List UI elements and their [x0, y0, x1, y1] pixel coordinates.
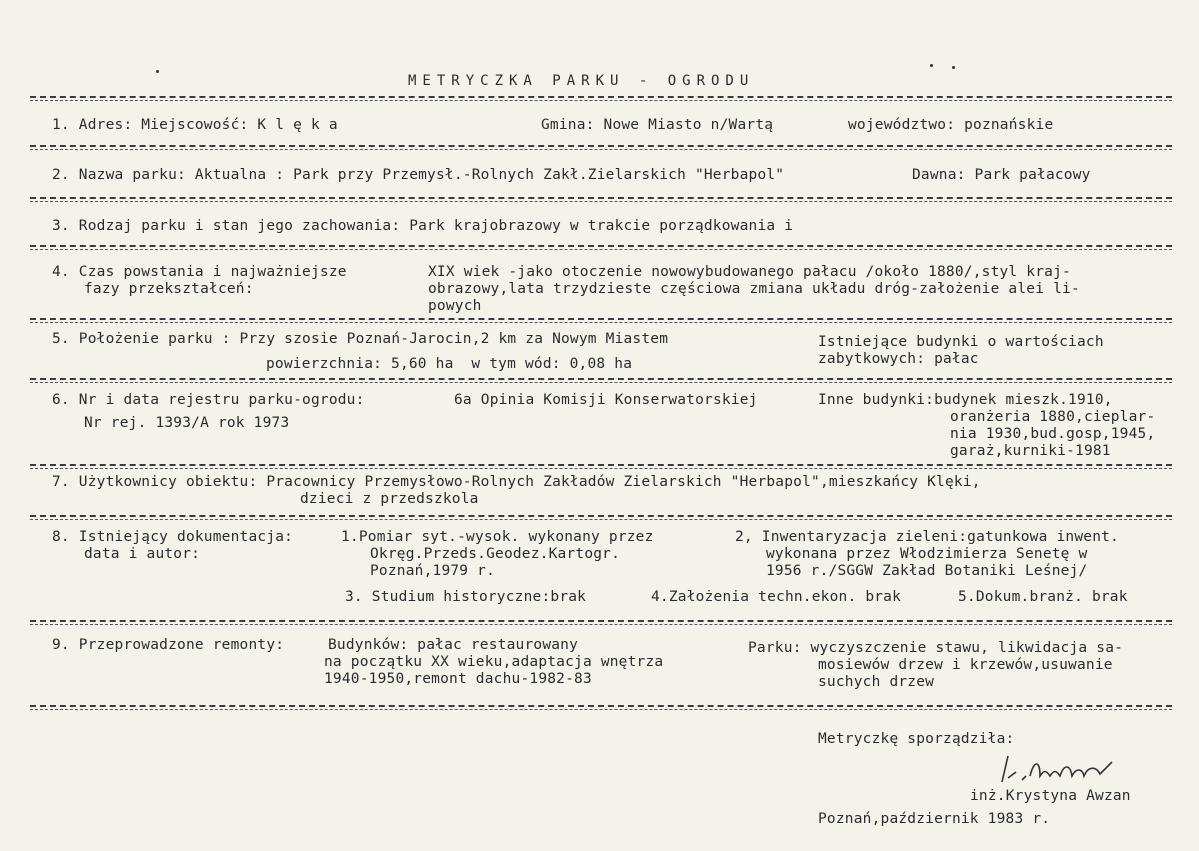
ink-speck [952, 66, 955, 69]
park-name: 2. Nazwa parku: Aktualna : Park przy Przemysł.-Rolnych Zakł.Zielarskich "Herbapol" [52, 167, 785, 183]
other-buildings-2: oranżeria 1880,cieplar- [950, 409, 1156, 425]
divider [30, 318, 1172, 323]
doc-2b: wykonana przez Włodzimierza Senetę w [766, 546, 1088, 562]
doc-2a: 2, Inwentaryzacja zieleni:gatunkowa inwent. [735, 529, 1119, 545]
historic-buildings-1: Istniejące budynki o wartościach [818, 334, 1104, 350]
ink-speck [930, 64, 933, 67]
page-title: METRYCZKA PARKU - OGRODU [408, 73, 755, 89]
address-label: 1. Adres: Miejscowość: K l ę k a [52, 117, 338, 133]
history-label-2: fazy przekształceń: [84, 281, 254, 297]
doc-1a: 1.Pomiar syt.-wysok. wykonany przez [341, 529, 654, 545]
area: powierzchnia: 5,60 ha w tym wód: 0,08 ha [266, 356, 633, 372]
history-label-1: 4. Czas powstania i najważniejsze [52, 264, 347, 280]
commission-opinion: 6a Opinia Komisji Konserwatorskiej [454, 392, 758, 408]
divider [30, 378, 1172, 383]
park-type: 3. Rodzaj parku i stan jego zachowania: Park krajobrazowy w trakcie porządkowania i [52, 218, 794, 234]
park-name-former: Dawna: Park pałacowy [912, 167, 1091, 183]
doc-4: 4.Założenia techn.ekon. brak [651, 589, 902, 605]
historic-buildings-2: zabytkowych: pałac [818, 351, 979, 367]
doc-1c: Poznań,1979 r. [370, 563, 496, 579]
doc-5: 5.Dokum.branż. brak [958, 589, 1128, 605]
divider [30, 515, 1172, 520]
repairs-park-1: Parku: wyczyszczenie stawu, likwidacja sa- [748, 640, 1124, 656]
location: 5. Położenie parku : Przy szosie Poznań-Jarocin,2 km za Nowym Miastem [52, 331, 669, 347]
registry-number: Nr rej. 1393/A rok 1973 [84, 415, 290, 431]
history-value-2: obrazowy,lata trzydzieste częściowa zmiana układu dróg-założenie alei li- [428, 281, 1080, 297]
signature [1000, 752, 1130, 788]
divider [30, 96, 1172, 101]
documentation-label-1: 8. Istniejący dokumentacja: [52, 529, 294, 545]
gmina: Gmina: Nowe Miasto n/Wartą [541, 117, 774, 133]
registry-label: 6. Nr i data rejestru parku-ogrodu: [52, 392, 365, 408]
repairs-buildings-2: na początku XX wieku,adaptacja wnętrza [324, 654, 664, 670]
history-value-3: powych [428, 298, 482, 314]
other-buildings-4: garaż,kurniki-1981 [950, 443, 1111, 459]
prepared-by-label: Metryczkę sporządziła: [818, 731, 1015, 747]
divider [30, 245, 1172, 250]
users-1: 7. Użytkownicy obiektu: Pracownicy Przemysłowo-Rolnych Zakładów Zielarskich "Herbapol",mieszkańcy Klęki, [52, 474, 981, 490]
divider [30, 464, 1172, 469]
repairs-park-2: mosiewów drzew i krzewów,usuwanie [818, 657, 1113, 673]
repairs-park-3: suchych drzew [818, 674, 935, 690]
divider [30, 620, 1172, 625]
divider [30, 705, 1172, 710]
repairs-buildings-3: 1940-1950,remont dachu-1982-83 [324, 671, 592, 687]
ink-speck [156, 70, 159, 73]
divider [30, 145, 1172, 150]
doc-2c: 1956 r./SGGW Zakład Botaniki Leśnej/ [766, 563, 1088, 579]
doc-1b: Okręg.Przeds.Geodez.Kartogr. [370, 546, 621, 562]
wojewodztwo: województwo: poznańskie [848, 117, 1054, 133]
repairs-buildings-1: Budynków: pałac restaurowany [328, 637, 579, 653]
history-value-1: XIX wiek -jako otoczenie nowowybudowanego pałacu /około 1880/,styl kraj- [428, 264, 1071, 280]
users-2: dzieci z przedszkola [300, 491, 479, 507]
repairs-label: 9. Przeprowadzone remonty: [52, 637, 285, 653]
divider [30, 197, 1172, 202]
other-buildings-3: nia 1930,bud.gosp,1945, [950, 426, 1156, 442]
doc-3: 3. Studium historyczne:brak [345, 589, 587, 605]
other-buildings-1: Inne budynki:budynek mieszk.1910, [818, 392, 1113, 408]
author-name: inż.Krystyna Awzan [970, 788, 1131, 804]
documentation-label-2: data i autor: [84, 546, 201, 562]
place-date: Poznań,październik 1983 r. [818, 811, 1051, 827]
